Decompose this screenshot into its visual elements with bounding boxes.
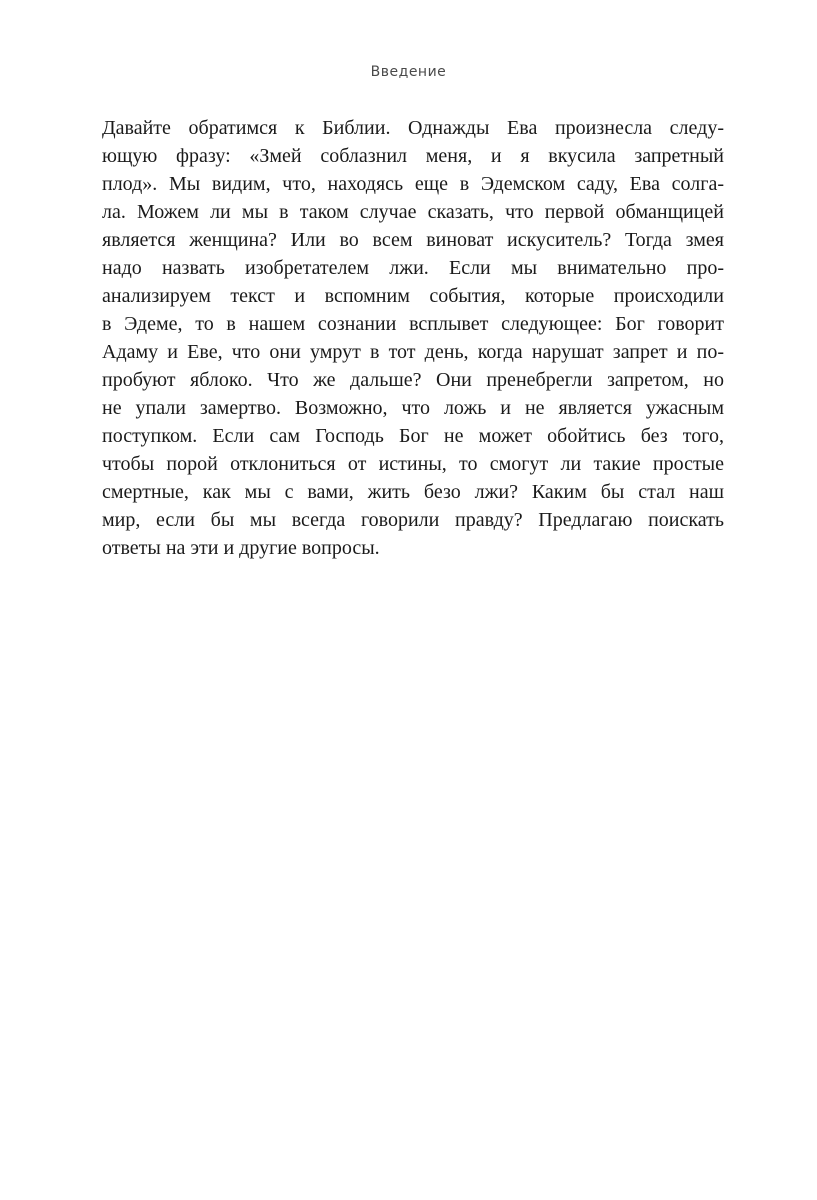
text-line: ла. Можем ли мы в таком случае сказать, что первой обманщицей <box>102 201 724 223</box>
text-line-last: ответы на эти и другие вопросы. <box>102 537 380 559</box>
text-line: Давайте обратимся к Библии. Однажды Ева произнесла следу- <box>102 117 724 139</box>
text-line: в Эдеме, то в нашем сознании всплывет следующее: Бог говорит <box>102 313 724 335</box>
text-line: пробуют яблоко. Что же дальше? Они пренебрегли запретом, но <box>102 369 724 391</box>
text-line: мир, если бы мы всегда говорили правду? Предлагаю поискать <box>102 509 724 531</box>
text-line: анализируем текст и вспомним события, которые происходили <box>102 285 724 307</box>
body-paragraph <box>102 114 724 562</box>
text-line: Адаму и Еве, что они умрут в тот день, когда нарушат запрет и по- <box>102 341 724 363</box>
text-line: ющую фразу: «Змей соблазнил меня, и я вкусила запретный <box>102 145 724 167</box>
text-line: плод». Мы видим, что, находясь еще в Эдемском саду, Ева солга- <box>102 173 724 195</box>
text-line: является женщина? Или во всем виноват искуситель? Тогда змея <box>102 229 724 251</box>
text-line: смертные, как мы с вами, жить безо лжи? Каким бы стал наш <box>102 481 724 503</box>
text-line: не упали замертво. Возможно, что ложь и не является ужасным <box>102 397 724 419</box>
text-line: поступком. Если сам Господь Бог не может обойтись без того, <box>102 425 724 447</box>
running-head-title: Введение <box>370 64 447 80</box>
text-line: надо назвать изобретателем лжи. Если мы внимательно про- <box>102 257 724 279</box>
text-line: чтобы порой отклониться от истины, то смогут ли такие простые <box>102 453 724 475</box>
